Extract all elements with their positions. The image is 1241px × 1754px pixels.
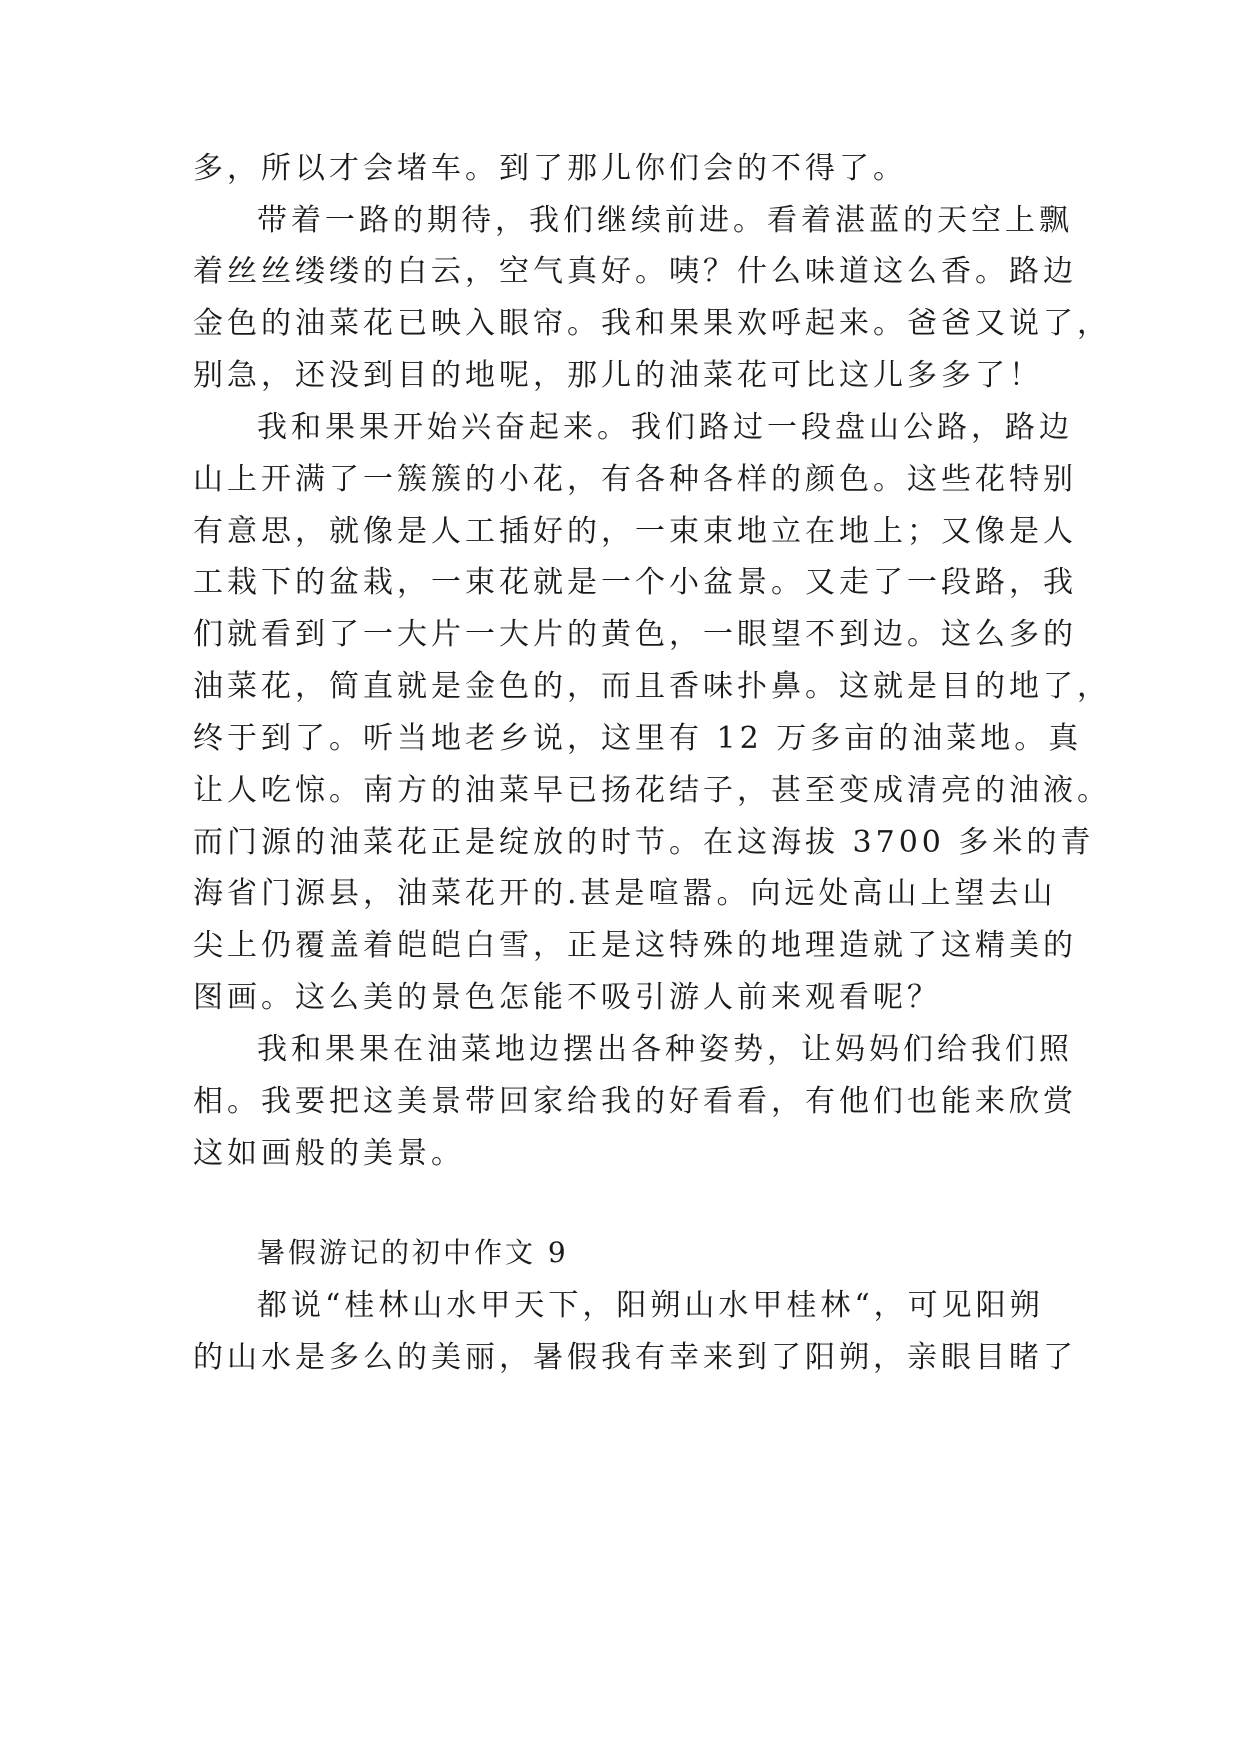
text-line: 尖上仍覆盖着皑皑白雪，正是这特殊的地理造就了这精美的 (193, 928, 1077, 963)
text-line: 别急，还没到目的地呢，那儿的油菜花可比这儿多多了！ (193, 358, 1043, 393)
text-line: 多，所以才会堵车。到了那儿你们会的不得了。 (193, 151, 907, 186)
paragraph-start-line: 都说“桂林山水甲天下，阳朔山水甲桂林“，可见阳朔 (257, 1288, 1044, 1323)
paragraph-start-line: 我和果果开始兴奋起来。我们路过一段盘山公路，路边 (257, 410, 1073, 445)
text-line: 海省门源县，油菜花开的.甚是喧嚣。向远处高山上望去山 (193, 876, 1057, 911)
paragraph-start-line: 带着一路的期待，我们继续前进。看着湛蓝的天空上飘 (257, 203, 1073, 238)
text-line: 相。我要把这美景带回家给我的好看看，有他们也能来欣赏 (193, 1084, 1077, 1119)
text-line: 让人吃惊。南方的油菜早已扬花结子，甚至变成清亮的油液。 (193, 773, 1111, 808)
text-line: 这如画般的美景。 (193, 1136, 465, 1171)
text-line: 工栽下的盆栽，一束花就是一个小盆景。又走了一段路，我 (193, 565, 1077, 600)
text-line: 们就看到了一大片一大片的黄色，一眼望不到边。这么多的 (193, 617, 1077, 652)
text-line: 着丝丝缕缕的白云，空气真好。咦？什么味道这么香。路边 (193, 254, 1077, 289)
text-line: 金色的油菜花已映入眼帘。我和果果欢呼起来。爸爸又说了， (193, 306, 1111, 341)
text-line: 有意思，就像是人工插好的，一束束地立在地上；又像是人 (193, 514, 1077, 549)
text-line: 终于到了。听当地老乡说，这里有 12 万多亩的油菜地。真 (193, 721, 1083, 756)
text-line: 图画。这么美的景色怎能不吸引游人前来观看呢？ (193, 980, 941, 1015)
text-line: 的山水是多么的美丽，暑假我有幸来到了阳朔，亲眼目睹了 (193, 1340, 1077, 1375)
paragraph-start-line: 我和果果在油菜地边摆出各种姿势，让妈妈们给我们照 (257, 1032, 1073, 1067)
text-line: 而门源的油菜花正是绽放的时节。在这海拔 3700 多米的青 (193, 825, 1095, 860)
text-line: 山上开满了一簇簇的小花，有各种各样的颜色。这些花特别 (193, 462, 1077, 497)
section-heading: 暑假游记的初中作文 9 (257, 1236, 569, 1269)
text-line: 油菜花，简直就是金色的，而且香味扑鼻。这就是目的地了， (193, 669, 1111, 704)
